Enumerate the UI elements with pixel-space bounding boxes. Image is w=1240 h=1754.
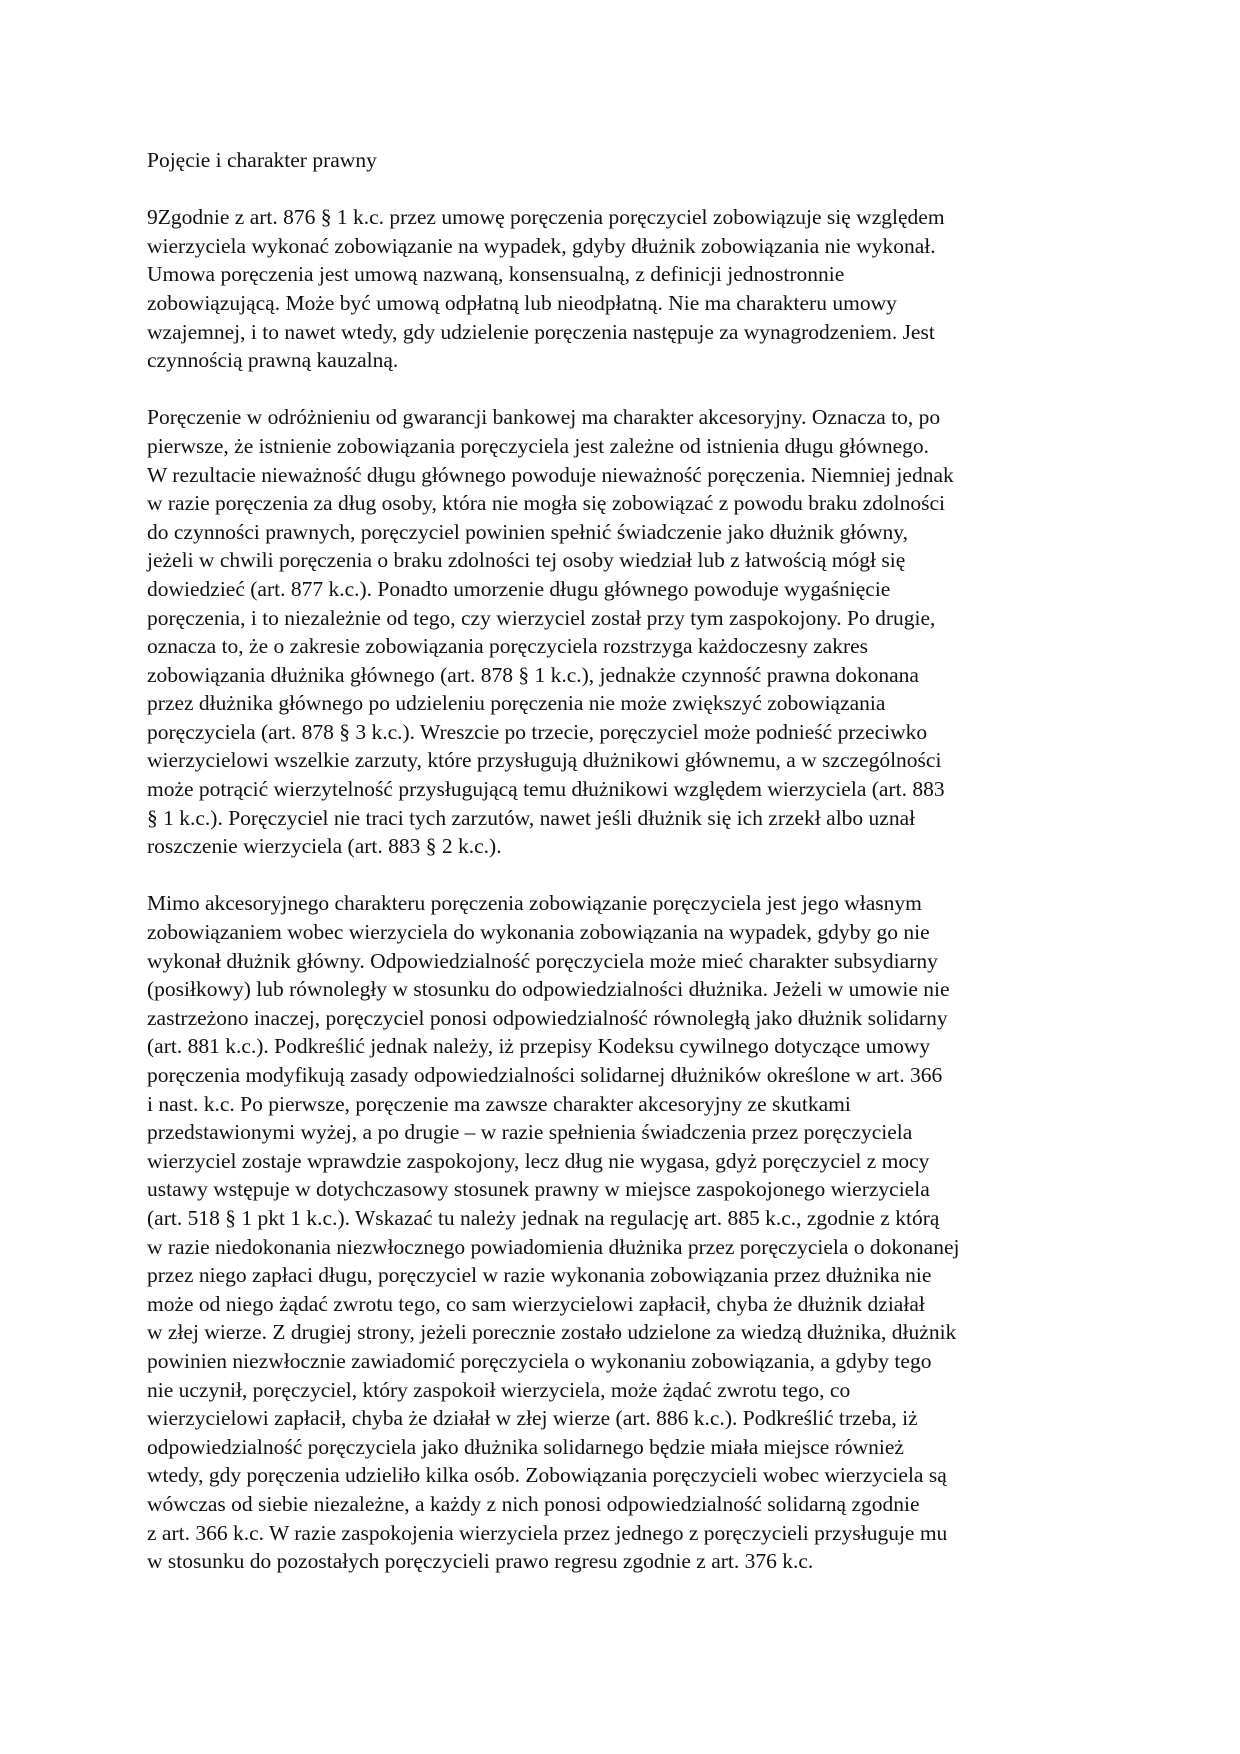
text-line: zobowiązaniem wobec wierzyciela do wykonania zobowiązania na wypadek, gdyby go nie (147, 920, 930, 945)
text-line: jeżeli w chwili poręczenia o braku zdolności tej osoby wiedział lub z łatwością mógł się (147, 548, 906, 573)
text-line: z art. 366 k.c. W razie zaspokojenia wierzyciela przez jednego z poręczycieli przysługuje mu (147, 1520, 948, 1545)
text-line: (art. 881 k.c.). Podkreślić jednak należy, iż przepisy Kodeksu cywilnego dotyczące umowy (147, 1034, 931, 1059)
text-line: ustawy wstępuje w dotychczasowy stosunek prawny w miejsce zaspokojonego wierzyciela (147, 1177, 930, 1202)
text-line: (art. 518 § 1 pkt 1 k.c.). Wskazać tu należy jednak na regulację art. 885 k.c., zgodnie z którą (147, 1205, 940, 1230)
text-line: zastrzeżono inaczej, poręczyciel ponosi odpowiedzialność równoległą jako dłużnik solidarny (147, 1005, 948, 1030)
body-paragraph (147, 203, 1093, 375)
document-body (147, 146, 1093, 1604)
text-line: wierzyciel zostaje wprawdzie zaspokojony, lecz dług nie wygasa, gdyż poręczyciel z mocy (147, 1148, 930, 1173)
text-line: odpowiedzialność poręczyciela jako dłużnika solidarnego będzie miała miejsce również (147, 1434, 904, 1459)
paragraphs-container (147, 203, 1093, 1576)
text-line: w złej wierze. Z drugiej strony, jeżeli porecznie zostało udzielone za wiedzą dłużnika, dłużnik (147, 1320, 957, 1345)
text-line: wierzycielowi zapłacił, chyba że działał w złej wierze (art. 886 k.c.). Podkreślić trzeba, iż (147, 1406, 918, 1431)
text-line: pierwsze, że istnienie zobowiązania poręczyciela jest zależne od istnienia długu głównego. (147, 433, 930, 458)
text-line: § 1 k.c.). Poręczyciel nie traci tych zarzutów, nawet jeśli dłużnik się ich zrzekł albo uznał (147, 805, 916, 830)
text-line: roszczenie wierzyciela (art. 883 § 2 k.c.). (147, 834, 502, 859)
text-line: nie uczynił, poręczyciel, który zaspokoił wierzyciela, może żądać zwrotu tego, co (147, 1377, 851, 1402)
text-line: oznacza to, że o zakresie zobowiązania poręczyciela rozstrzyga każdoczesny zakres (147, 634, 869, 659)
text-line: wtedy, gdy poręczenia udzieliło kilka osób. Zobowiązania poręczycieli wobec wierzyciela są (147, 1463, 947, 1488)
text-line: W rezultacie nieważność długu głównego powoduje nieważność poręczenia. Niemniej jednak (147, 462, 954, 487)
text-line: wzajemnej, i to nawet wtedy, gdy udzielenie poręczenia następuje za wynagrodzeniem. Jest (147, 319, 935, 344)
text-line: poręczenia modyfikują zasady odpowiedzialności solidarnej dłużników określone w art. 366 (147, 1063, 943, 1087)
text-line: przez niego zapłaci długu, poręczyciel w razie wykonania zobowiązania przez dłużnika nie (147, 1263, 932, 1288)
text-line: Umowa poręczenia jest umową nazwaną, konsensualną, z definicji jednostronnie (147, 262, 845, 287)
text-line: 9Zgodnie z art. 876 § 1 k.c. przez umowę poręczenia poręczyciel zobowiązuje się względem (147, 205, 945, 230)
text-line: może potrącić wierzytelność przysługującą temu dłużnikowi względem wierzyciela (art. 883 (147, 777, 945, 802)
document-title: Pojęcie i charakter prawny (147, 148, 377, 172)
body-paragraph (147, 403, 1093, 861)
text-line: wierzyciela wykonać zobowiązanie na wypadek, gdyby dłużnik zobowiązania nie wykonał. (147, 233, 936, 258)
text-line: przedstawionymi wyżej, a po drugie – w razie spełnienia świadczenia przez poręczyciela (147, 1120, 913, 1145)
text-line: wierzycielowi wszelkie zarzuty, które przysługują dłużnikowi głównemu, a w szczególności (147, 748, 942, 773)
text-line: (posiłkowy) lub równoległy w stosunku do odpowiedzialności dłużnika. Jeżeli w umowie nie (147, 977, 950, 1002)
text-line: w razie niedokonania niezwłocznego powiadomienia dłużnika przez poręczyciela o dokonanej (147, 1234, 960, 1259)
text-line: Mimo akcesoryjnego charakteru poręczenia zobowiązanie poręczyciela jest jego własnym (147, 891, 922, 916)
text-line: przez dłużnika głównego po udzieleniu poręczenia nie może zwiększyć zobowiązania (147, 691, 886, 716)
text-line: wówczas od siebie niezależne, a każdy z nich ponosi odpowiedzialność solidarną zgodnie (147, 1491, 920, 1516)
text-line: w razie poręczenia za dług osoby, która nie mogła się zobowiązać z powodu braku zdolności (147, 491, 945, 516)
text-line: czynnością prawną kauzalną. (147, 348, 399, 373)
text-line: wykonał dłużnik główny. Odpowiedzialność poręczyciela może mieć charakter subsydiarny (147, 948, 938, 973)
text-line: w stosunku do pozostałych poręczycieli prawo regresu zgodnie z art. 376 k.c. (147, 1549, 814, 1574)
text-line: poręczenia, i to niezależnie od tego, czy wierzyciel został przy tym zaspokojony. Po drugie, (147, 605, 936, 630)
text-line: i nast. k.c. Po pierwsze, poręczenie ma zawsze charakter akcesoryjny ze skutkami (147, 1091, 851, 1116)
text-line: dowiedzieć (art. 877 k.c.). Ponadto umorzenie długu głównego powoduje wygaśnięcie (147, 576, 891, 601)
text-line: Poręczenie w odróżnieniu od gwarancji bankowej ma charakter akcesoryjny. Oznacza to, po (147, 405, 941, 430)
text-line: zobowiązania dłużnika głównego (art. 878 § 1 k.c.), jednakże czynność prawna dokonana (147, 662, 919, 687)
text-line: zobowiązującą. Może być umową odpłatną lub nieodpłatną. Nie ma charakteru umowy (147, 290, 897, 315)
body-paragraph (147, 889, 1093, 1575)
text-line: powinien niezwłocznie zawiadomić poręczyciela o wykonaniu zobowiązania, a gdyby tego (147, 1348, 932, 1373)
text-line: do czynności prawnych, poręczyciel powinien spełnić świadczenie jako dłużnik główny, (147, 519, 909, 544)
text-line: może od niego żądać zwrotu tego, co sam wierzycielowi zapłacił, chyba że dłużnik działał (147, 1291, 925, 1316)
text-line: poręczyciela (art. 878 § 3 k.c.). Wreszcie po trzecie, poręczyciel może podnieść przeciwko (147, 719, 928, 744)
